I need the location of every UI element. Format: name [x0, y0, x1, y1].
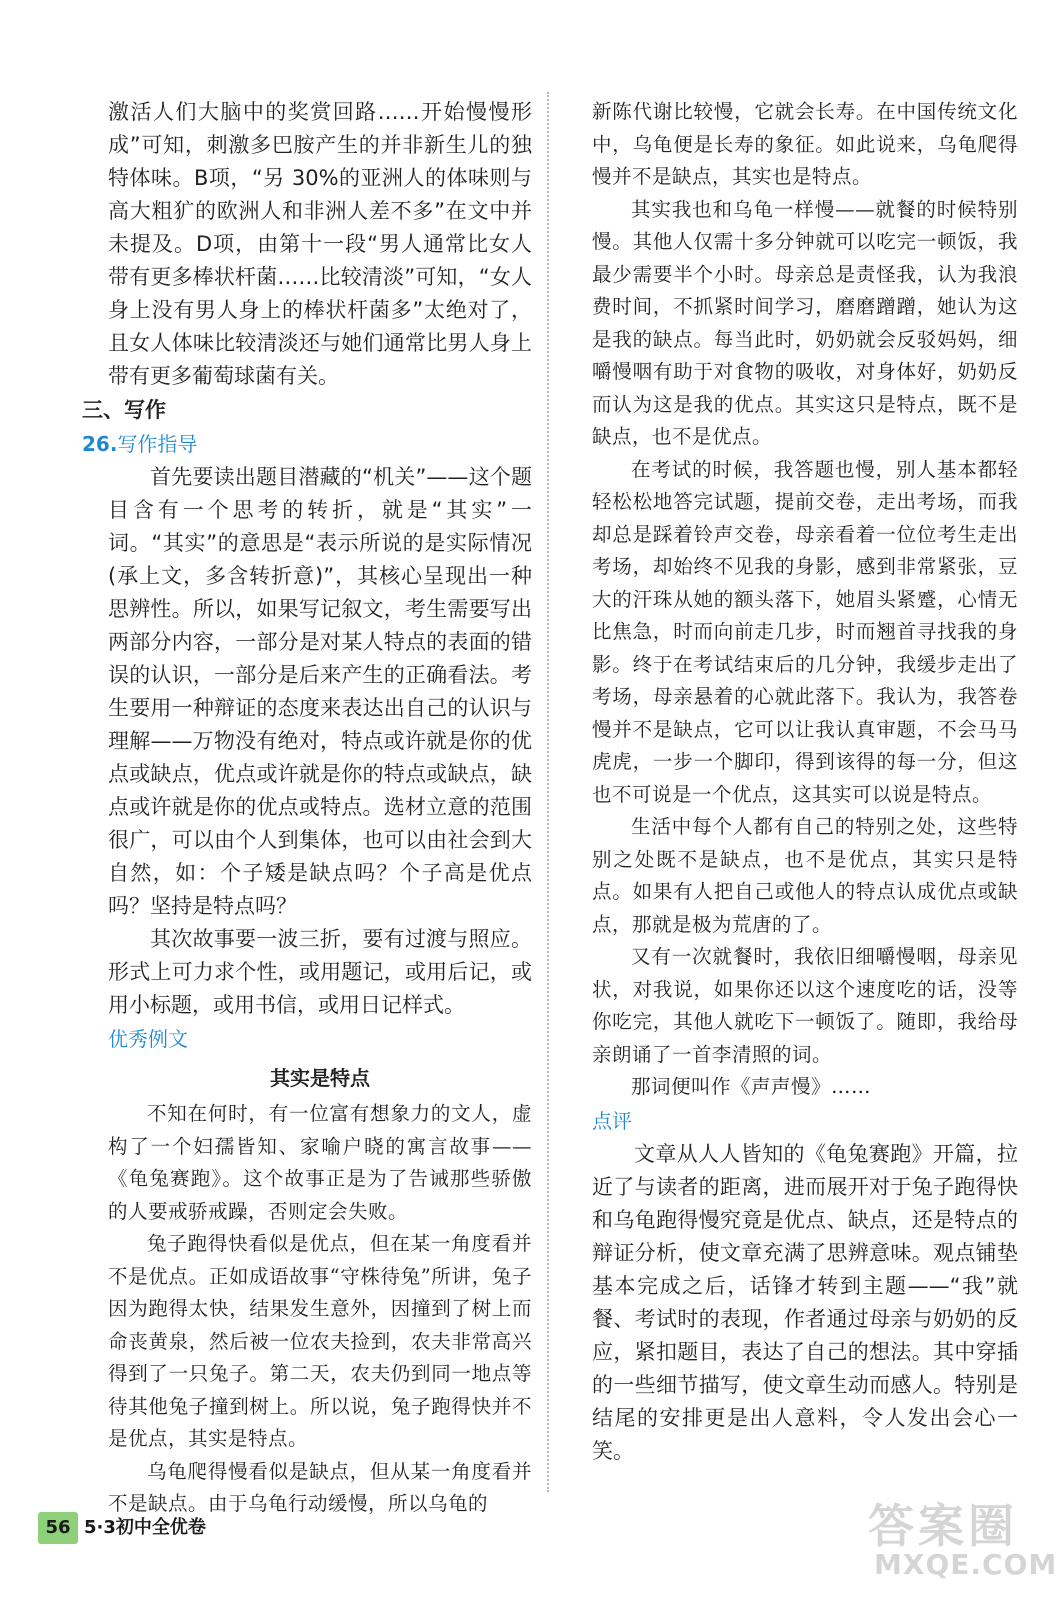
essay-paragraph-3: 乌龟爬得慢看似是缺点，但从某一角度看并不是缺点。由于乌龟行动缓慢，所以乌龟的	[108, 1459, 532, 1515]
left-column	[82, 96, 532, 1521]
guide-paragraph-1: 首先要读出题目潜藏的“机关”——这个题目含有一个思考的转折，就是“其实”一词。“其实”的意思是“表示所说的是实际情况(承上文，多含转折意)”，其核心呈现出一种思辨性。所以，如果写记叙文，考生需要写出两部分内容，一部分是对某人特点的表面的错误的认识，一部分是后来产生的正确看法。考生要用一种辩证的态度来表达出自己的认识与理解——万物没有绝对，特点或许就是你的优点或缺点，优点或许就是你的特点或缺点，缺点或许就是你的优点或特点。选材立意的范围很广，可以由个人到集体，也可以由社会到大自然，如：个子矮是缺点吗？个子高是优点吗？坚持是特点吗？	[108, 465, 532, 918]
item-heading: 写作指导	[117, 432, 198, 456]
watermark-text-url: MXQE.COM	[874, 1548, 1058, 1581]
essay-title: 其实是特点	[270, 1066, 370, 1090]
item-heading-row	[82, 427, 532, 461]
comment-paragraph: 文章从人人皆知的《龟兔赛跑》开篇，拉近了与读者的距离，进而展开对于兔子跑得快和乌龟跑得慢究竟是优点、缺点，还是特点的辩证分析，使文章充满了思辨意味。观点铺垫基本完成之后，话锋才转到主题——“我”就餐、考试时的表现，作者通过母亲与奶奶的反应，紧扣题目，表达了自己的想法。其中穿插的一些细节描写，使文章生动而感人。特别是结尾的安排更是出人意料，令人发出会心一笑。	[592, 1141, 1018, 1463]
essay-paragraph-8: 又有一次就餐时，我依旧细嚼慢咽，母亲见状，对我说，如果你还以这个速度吃的话，没等你吃完，其他人就吃下一顿饭了。随即，我给母亲朗诵了一首李清照的词。	[592, 945, 1018, 1066]
essay-body-right	[592, 96, 1018, 1104]
page-footer	[0, 1512, 300, 1546]
item-number: 26.	[82, 432, 118, 456]
essay-paragraph-6: 在考试的时候，我答题也慢，别人基本都轻轻松松地答完试题，提前交卷，走出考场，而我却总是踩着铃声交卷，母亲看着一位位考生走出考场，却始终不见我的身影，感到非常紧张，豆大的汗珠从她的额头落下，她眉头紧蹙，心情无比焦急，时而向前走几步，时而翘首寻找我的身影。终于在考试结束后的几分钟，我缓步走出了考场，母亲悬着的心就此落下。我认为，我答卷慢并不是缺点，它可以让我认真审题，不会马马虎虎，一步一个脚印，得到该得的每一分，但这也不可说是一个优点，这其实可以说是特点。	[592, 457, 1018, 806]
essay-paragraph-7: 生活中每个人都有自己的特别之处，这些特别之处既不是缺点，也不是优点，其实只是特点。如果有人把自己或他人的特点认成优点或缺点，那就是极为荒唐的了。	[592, 815, 1018, 936]
right-column	[592, 96, 1018, 1468]
essay-paragraph-9: 那词便叫作《声声慢》……	[631, 1075, 872, 1098]
essay-paragraph-1: 不知在何时，有一位富有想象力的文人，虚构了一个妇孺皆知、家喻户晓的寓言故事——《龟兔赛跑》。这个故事正是为了告诫那些骄傲的人要戒骄戒躁，否则定会失败。	[108, 1102, 532, 1223]
comment-heading: 点评	[592, 1108, 632, 1133]
watermark-logo	[860, 1490, 1058, 1590]
sample-heading: 优秀例文	[108, 1027, 188, 1051]
column-divider	[547, 92, 549, 1492]
section-title: 三、写作	[82, 398, 166, 422]
guide-paragraph-2: 其次故事要一波三折，要有过渡与照应。形式上可力求个性，或用题记，或用后记，或用小标题，或用书信，或用日记样式。	[108, 927, 532, 1017]
answer-continuation: 激活人们大脑中的奖赏回路……开始慢慢形成”可知，刺激多巴胺产生的并非新生儿的独特体味。B项，“另 30%的亚洲人的体味则与高大粗犷的欧洲人和非洲人差不多”在文中并未提及。D项，由第十一段“男人通常比女人带有更多棒状杆菌……比较清淡”可知，“女人身上没有男人身上的棒状杆菌多”太绝对了，且女人体味比较清淡还与她们通常比男人身上带有更多葡萄球菌有关。	[108, 100, 532, 388]
watermark-text-cn: 答案圈	[868, 1499, 1018, 1553]
essay-body-left	[108, 1098, 532, 1521]
essay-paragraph-4: 新陈代谢比较慢，它就会长寿。在中国传统文化中，乌龟便是长寿的象征。如此说来，乌龟爬得慢并不是缺点，其实也是特点。	[592, 100, 1018, 188]
page-number: 56	[38, 1512, 78, 1544]
essay-paragraph-5: 其实我也和乌龟一样慢——就餐的时候特别慢。其他人仅需十多分钟就可以吃完一顿饭，我最少需要半个小时。母亲总是责怪我，认为我浪费时间，不抓紧时间学习，磨磨蹭蹭，她认为这是我的缺点。每当此时，奶奶就会反驳妈妈，细嚼慢咽有助于对食物的吸收，对身体好，奶奶反而认为这是我的优点。其实这只是特点，既不是缺点，也不是优点。	[592, 197, 1018, 448]
book-brand: 5·3初中全优卷	[84, 1517, 206, 1538]
essay-paragraph-2: 兔子跑得快看似是优点，但在某一角度看并不是优点。正如成语故事“守株待兔”所讲，兔子因为跑得太快，结果发生意外，因撞到了树上而命丧黄泉，然后被一位农夫捡到，农夫非常高兴得到了一只兔子。第二天，农夫仍到同一地点等待其他兔子撞到树上。所以说，兔子跑得快并不是优点，其实是特点。	[108, 1232, 532, 1450]
